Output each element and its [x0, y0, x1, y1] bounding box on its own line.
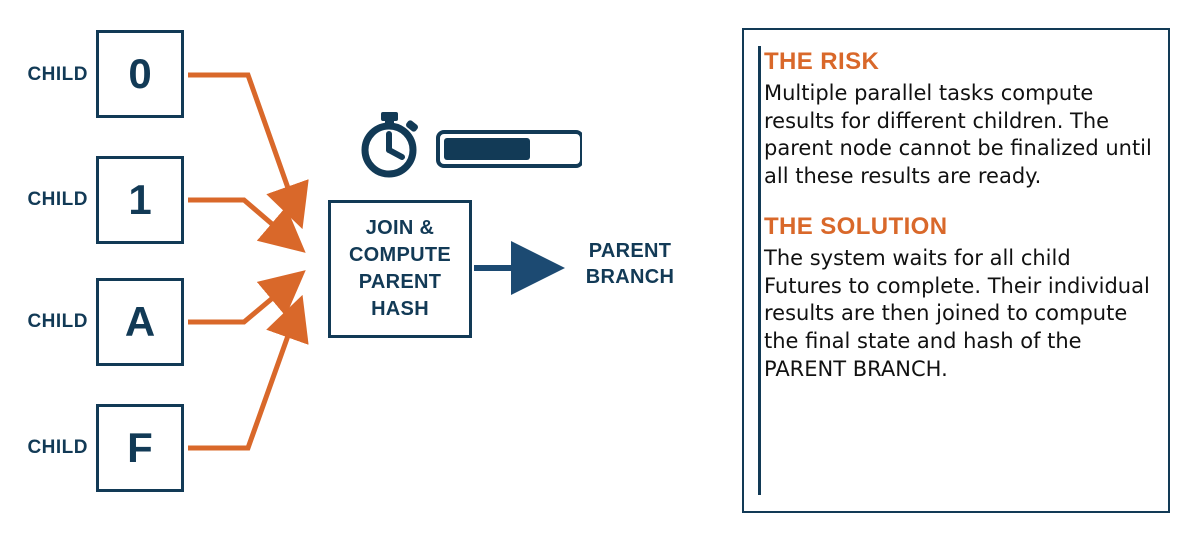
child-box-1	[96, 156, 184, 244]
panel-accent-rule	[758, 46, 761, 495]
child-label-f: CHILD	[27, 437, 88, 458]
child-label-a: CHILD	[27, 311, 88, 332]
child-value-0: 0	[128, 50, 152, 97]
child-box-a	[96, 278, 184, 366]
stopwatch-icon	[352, 108, 582, 180]
child-label-1: CHILD	[27, 189, 88, 210]
progress-bar-fill	[444, 138, 530, 160]
risk-body: Multiple parallel tasks compute results for different children. The parent node cannot be finalized until all these results are ready.	[764, 81, 1152, 189]
parent-branch-line-2: BRANCH	[585, 266, 675, 288]
parent-branch-line-1: PARENT	[588, 240, 672, 262]
solution-body: The system waits for all child Futures to complete. Their individual results are then joined to compute the final state and hash of the PARENT BRANCH.	[764, 245, 1150, 381]
solution-heading: THE SOLUTION	[764, 212, 948, 240]
risk-heading: THE RISK	[764, 48, 880, 75]
explanation-panel	[742, 28, 1170, 513]
child-value-a: A	[124, 298, 156, 345]
child-box-f	[96, 404, 184, 492]
join-line-4: HASH	[371, 298, 429, 320]
join-line-3: PARENT	[358, 271, 442, 293]
timer-group	[352, 108, 582, 180]
child-label-0: CHILD	[27, 64, 88, 85]
child-value-f: F	[127, 424, 153, 471]
child-box-0	[96, 30, 184, 118]
parent-branch-output	[565, 238, 695, 290]
join-compute-parent-hash-node	[328, 200, 472, 338]
child-value-1: 1	[128, 176, 152, 223]
panel-content	[764, 48, 1152, 383]
join-line-1: JOIN &	[365, 217, 435, 239]
join-line-2: COMPUTE	[348, 244, 452, 266]
